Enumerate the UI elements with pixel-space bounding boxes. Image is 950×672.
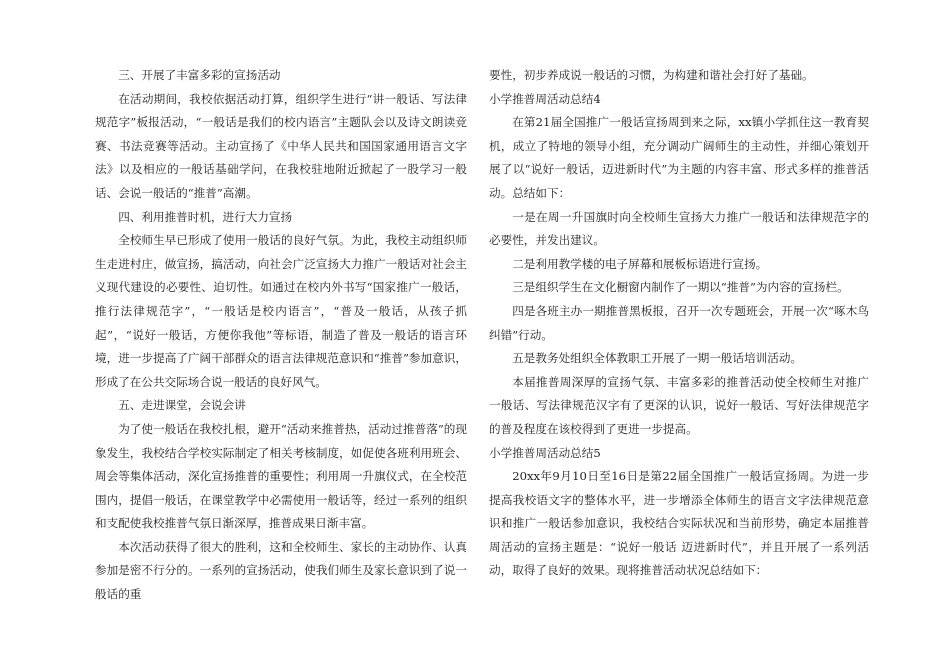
paragraph: 20xx年9月10日至16日是第22届全国推广一般话宣扬周。为进一步提高我校语文字的整体水平，进一步增添全体师生的语言文字法律规范意识和推广一般话参加意识，我校结合实际状况和当前形势，确定本届推普周活动的宣扬主题是：“说好一般话 迈进新时代”，并且开展了一系列活动，取得了良好的效果。现将推普活动状况总结如下： <box>489 469 869 578</box>
summary-title-5: 小学推普周活动总结5 <box>489 445 601 460</box>
paragraph: 本次活动获得了很大的胜利，这和全校师生、家长的主动协作、认真参加是密不行分的。一系列的宣扬活动，使我们师生及家长意识到了说一般话的重 <box>95 539 467 602</box>
section-heading-3: 三、开展了丰富多彩的宣扬活动 <box>118 68 281 82</box>
section-heading-5: 五、走进课堂，会说会讲 <box>118 398 246 413</box>
right-column <box>489 64 869 583</box>
paragraph: 为了使一般话在我校扎根，避开“活动来推普热，活动过推普落”的现象发生，我校结合学校实际制定了相关考核制度，如促使各班利用班会、周会等集体活动，深化宣扬推普的重要性；利用周一升旗仪式，在全校范围内，提倡一般话，在课堂教学中必需使用一般话等，经过一系列的组织和支配使我校推普气氛日渐深厚，推普成果日渐丰富。 <box>95 421 467 531</box>
left-column <box>95 64 467 607</box>
paragraph: 本届推普周深厚的宣扬气氛、丰富多彩的推普活动使全校师生对推广一般话、写法律规范汉字有了更深的认识，说好一般话、写好法律规范字的普及程度在该校得到了更进一步提高。 <box>489 374 869 436</box>
paragraph: 全校师生早已形成了使用一般话的良好气氛。为此，我校主动组织师生走进村庄，做宣扬，搞活动，向社会广泛宣扬大力推广一般话对社会主义现代建设的必要性、迫切性。如通过在校内外书写“国家推广一般话，推行法律规范字”，“一般话是校内语言”，“普及一般话，从孩子抓起”，“说好一般话，方便你我他”等标语，制造了普及一般话的语言环境，进一步提高了广阔干部群众的语言法律规范意识和“推普”参加意识，形成了在公共交际场合说一般话的良好风气。 <box>95 233 467 389</box>
summary-title-4: 小学推普周活动总结4 <box>489 91 601 106</box>
paragraph: 一是在周一升国旗时向全校师生宣扬大力推广一般话和法律规范字的必要性，并发出建议。 <box>489 209 869 248</box>
paragraph-continuation: 要性，初步养成说一般话的习惯，为构建和谐社会打好了基础。 <box>489 68 814 82</box>
section-heading-4: 四、利用推普时机，进行大力宣扬 <box>118 209 293 224</box>
paragraph: 三是组织学生在文化橱窗内制作了一期以“推普”为内容的宣扬栏。 <box>512 280 849 295</box>
paragraph: 在活动期间，我校依据活动打算，组织学生进行“讲一般话、写法律规范字”板报活动，“一般话是我们的校内语言”主题队会以及诗文朗读竞赛、书法竞赛等活动。主动宣扬了《中华人民共和国国家通用语言文字法》以及相应的一般话基础学问，在我校驻地附近掀起了一股学习一般话、会说一般话的“推普”高潮。 <box>95 91 467 200</box>
paragraph: 四是各班主办一期推普黑板报，召开一次专题班会，开展一次“啄木鸟纠错”行动。 <box>489 303 869 342</box>
paragraph: 二是利用教学楼的电子屏幕和展板标语进行宣扬。 <box>512 256 768 271</box>
paragraph: 在第21届全国推广一般话宣扬周到来之际，xx镇小学抓住这一教育契机，成立了特地的领导小组，充分调动广阔师生的主动性，并细心策划开展了以“说好一般话，迈进新时代”为主题的内容丰富、形式多样的推普活动。总结如下： <box>489 115 869 200</box>
paragraph: 五是教务处组织全体教职工开展了一期一般话培训活动。 <box>512 351 803 366</box>
